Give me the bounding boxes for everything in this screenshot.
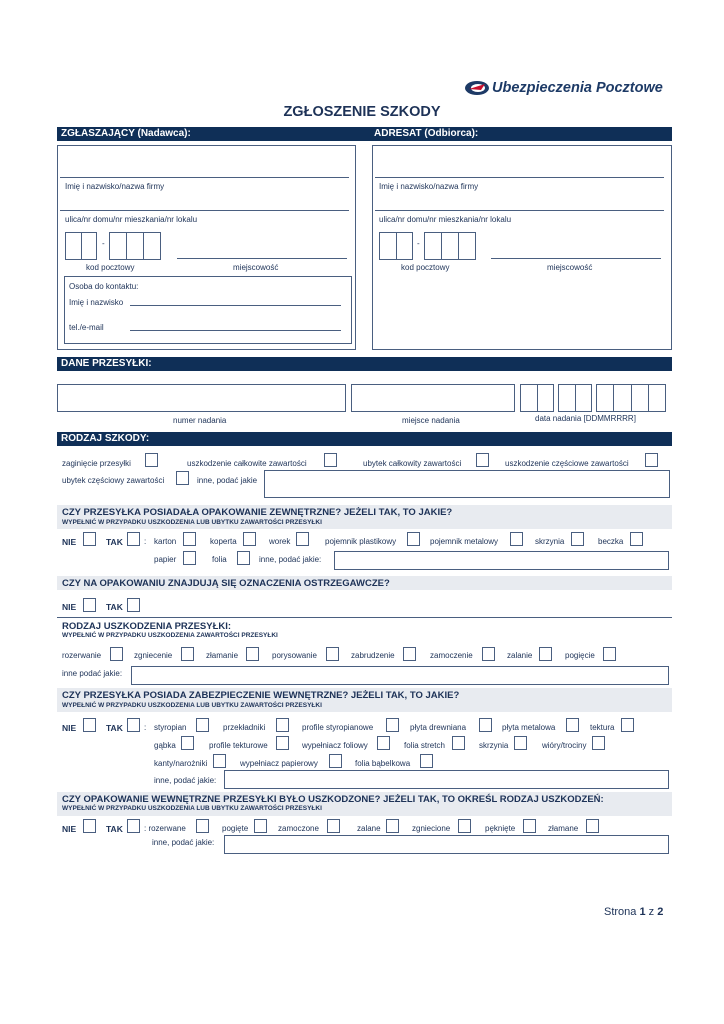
q5-opt-zlamane: złamane <box>548 824 579 833</box>
q4-plyta-drewniana-checkbox[interactable] <box>479 718 492 732</box>
q1-no-label: NIE <box>62 537 77 547</box>
q4-styropian-checkbox[interactable] <box>196 718 209 732</box>
q5-yes-checkbox[interactable] <box>127 819 140 833</box>
q1-opt-plastic: pojemnik plastikowy <box>325 537 397 546</box>
recipient-street-field[interactable] <box>375 210 664 211</box>
q4-opt-profile-tekt: profile tekturowe <box>209 741 268 750</box>
q3-opt-zamoczenie: zamoczenie <box>430 651 473 660</box>
q1-colon: : <box>144 537 147 546</box>
recipient-postal-label: kod pocztowy <box>401 263 450 272</box>
q5-opt-pekniete: pęknięte <box>485 824 516 833</box>
q5-subtitle: WYPEŁNIĆ W PRZYPADKU USZKODZENIA LUB UBYTKU ZAWARTOŚCI PRZESYŁKI <box>62 805 322 812</box>
q1-other-label: inne, podać jakie: <box>259 555 322 564</box>
q4-title: CZY PRZESYŁKA POSIADA ZABEZPIECZENIE WEWNĘTRZNE? JEŻELI TAK, TO JAKIE? <box>62 690 460 701</box>
q4-opt-folia-stretch: folia stretch <box>404 741 445 750</box>
q5-yes-label: TAK <box>106 824 123 834</box>
q4-tektura-checkbox[interactable] <box>621 718 634 732</box>
shipment-place-label: miejsce nadania <box>402 416 460 425</box>
q3-zabrudzenie-checkbox[interactable] <box>403 647 416 661</box>
q5-no-checkbox[interactable] <box>83 819 96 833</box>
sender-name-label: Imię i nazwisko/nazwa firmy <box>65 182 165 191</box>
q3-title: RODZAJ USZKODZENIA PRZESYŁKI: <box>62 621 232 632</box>
contact-name-field[interactable] <box>130 305 341 306</box>
recipient-postal-dash: - <box>417 239 420 248</box>
damage-total-loss-label: ubytek całkowity zawartości <box>363 459 462 468</box>
q1-plastic-checkbox[interactable] <box>407 532 420 546</box>
damage-partial-loss-checkbox[interactable] <box>176 471 189 485</box>
q5-no-label: NIE <box>62 824 77 834</box>
q1-folia-checkbox[interactable] <box>237 551 250 565</box>
q2-yes-label: TAK <box>106 602 123 612</box>
q4-wyp-papierowy-checkbox[interactable] <box>329 754 342 768</box>
q4-opt-wyp-foliowy: wypełniacz foliowy <box>302 741 368 750</box>
q4-profile-styro-checkbox[interactable] <box>386 718 399 732</box>
damage-other-label: inne, podać jakie <box>197 476 258 485</box>
shipment-header: DANE PRZESYŁKI: <box>57 357 672 371</box>
q1-yes-checkbox[interactable] <box>127 532 140 546</box>
damage-lost-checkbox[interactable] <box>145 453 158 467</box>
q3-zalanie-checkbox[interactable] <box>539 647 552 661</box>
page-word: Strona <box>604 906 637 918</box>
damage-other-input[interactable] <box>264 470 670 498</box>
q4-opt-plyta-drewniana: płyta drewniana <box>410 723 467 732</box>
q1-metal-checkbox[interactable] <box>510 532 523 546</box>
q4-opt-gabka: gąbka <box>154 741 176 750</box>
q1-title: CZY PRZESYŁKA POSIADAŁA OPAKOWANIE ZEWNĘTRZNE? JEŻELI TAK, TO JAKIE? <box>62 507 453 518</box>
q4-opt-skrzynia: skrzynia <box>479 741 509 750</box>
damage-total-contents-checkbox[interactable] <box>324 453 337 467</box>
q1-opt-beczka: beczka <box>598 537 624 546</box>
q1-subtitle: WYPEŁNIĆ W PRZYPADKU USZKODZENIA LUB UBYTKU ZAWARTOŚCI PRZESYŁKI <box>62 519 322 526</box>
q1-worek-checkbox[interactable] <box>296 532 309 546</box>
q5-zlamane-checkbox[interactable] <box>586 819 599 833</box>
q3-opt-zalanie: zalanie <box>507 651 533 660</box>
q1-opt-karton: karton <box>154 537 177 546</box>
brand-logo-icon <box>463 79 491 97</box>
q4-skrzynia-checkbox[interactable] <box>514 736 527 750</box>
q4-opt-kanty: kanty/narożniki <box>154 759 208 768</box>
q3-opt-rozerwanie: rozerwanie <box>62 651 102 660</box>
q4-folia-babelkowa-checkbox[interactable] <box>420 754 433 768</box>
q4-opt-przekladniki: przekładniki <box>223 723 266 732</box>
page-of-word: z <box>648 906 655 918</box>
q4-plyta-metalowa-checkbox[interactable] <box>566 718 579 732</box>
q4-przekladniki-checkbox[interactable] <box>276 718 289 732</box>
q3-zlamanie-checkbox[interactable] <box>246 647 259 661</box>
sender-city-label: miejscowość <box>233 263 279 272</box>
q4-yes-checkbox[interactable] <box>127 718 140 732</box>
q2-yes-checkbox[interactable] <box>127 598 140 612</box>
q5-zamoczone-checkbox[interactable] <box>327 819 340 833</box>
sender-postal-b[interactable] <box>109 232 161 260</box>
damage-partial-contents-label: uszkodzenie częściowe zawartości <box>505 459 629 468</box>
recipient-city-label: miejscowość <box>547 263 593 272</box>
q5-pekniete-checkbox[interactable] <box>523 819 536 833</box>
q4-other-label: inne, podać jakie: <box>154 776 217 785</box>
q2-no-checkbox[interactable] <box>83 598 96 612</box>
q4-subtitle: WYPEŁNIĆ W PRZYPADKU USZKODZENIA LUB UBYTKU ZAWARTOŚCI PRZESYŁKI <box>62 702 322 709</box>
q1-opt-worek: worek <box>269 537 291 546</box>
q5-opt-zamoczone: zamoczone <box>278 824 319 833</box>
sender-street-field[interactable] <box>60 210 349 211</box>
recipient-name-label: Imię i nazwisko/nazwa firmy <box>379 182 479 191</box>
q5-opt-zgniecione: zgniecione <box>412 824 451 833</box>
shipment-number-label: numer nadania <box>173 416 227 425</box>
q5-other-input[interactable] <box>224 835 669 854</box>
recipient-city-field[interactable] <box>491 258 661 259</box>
q1-opt-koperta: koperta <box>210 537 237 546</box>
q2-title: CZY NA OPAKOWANIU ZNAJDUJĄ SIĘ OZNACZENIA OSTRZEGAWCZE? <box>62 578 390 589</box>
shipment-place-input[interactable] <box>351 384 515 412</box>
sender-street-label: ulica/nr domu/nr mieszkania/nr lokalu <box>65 215 198 224</box>
q4-kanty-checkbox[interactable] <box>213 754 226 768</box>
q1-papier-checkbox[interactable] <box>183 551 196 565</box>
recipient-name-field[interactable] <box>375 177 664 178</box>
q4-gabka-checkbox[interactable] <box>181 736 194 750</box>
q5-opt-rozerwane: : rozerwane <box>144 824 186 833</box>
q4-no-checkbox[interactable] <box>83 718 96 732</box>
q5-pogiete-checkbox[interactable] <box>254 819 267 833</box>
q1-koperta-checkbox[interactable] <box>243 532 256 546</box>
sender-header: ZGŁASZAJĄCY (Nadawca): <box>61 128 191 139</box>
sender-city-field[interactable] <box>177 258 347 259</box>
q5-rozerwane-checkbox[interactable] <box>196 819 209 833</box>
brand-name: Ubezpieczenia Pocztowe <box>492 80 663 96</box>
q4-other-input[interactable] <box>224 770 669 789</box>
contact-tel-field[interactable] <box>130 330 341 331</box>
contact-title: Osoba do kontaktu: <box>69 282 139 291</box>
q3-porysowanie-checkbox[interactable] <box>326 647 339 661</box>
q4-colon: : <box>144 723 147 732</box>
q4-opt-profile-styro: profile styropianowe <box>302 723 374 732</box>
q3-zgniecenie-checkbox[interactable] <box>181 647 194 661</box>
q1-opt-skrzynia: skrzynia <box>535 537 565 546</box>
shipment-number-input[interactable] <box>57 384 346 412</box>
q3-other-label: inne podać jakie: <box>62 669 123 678</box>
q4-opt-styropian: styropian <box>154 723 187 732</box>
page-total: 2 <box>657 906 664 918</box>
q4-opt-tektura: tektura <box>590 723 615 732</box>
q1-opt-folia: folia <box>212 555 227 564</box>
q3-opt-porysowanie: porysowanie <box>272 651 317 660</box>
page-number <box>604 906 663 918</box>
recipient-postal-b[interactable] <box>424 232 476 260</box>
q4-opt-wiory: wióry/trociny <box>542 741 587 750</box>
sender-postal-label: kod pocztowy <box>86 263 135 272</box>
damage-total-loss-checkbox[interactable] <box>476 453 489 467</box>
q4-folia-stretch-checkbox[interactable] <box>452 736 465 750</box>
q1-yes-label: TAK <box>106 537 123 547</box>
q5-other-label: inne, podać jakie: <box>152 838 215 847</box>
q5-opt-pogiete: pogięte <box>222 824 249 833</box>
damage-partial-loss-label: ubytek częściowy zawartości <box>62 476 165 485</box>
q5-zalane-checkbox[interactable] <box>386 819 399 833</box>
q3-subtitle: WYPEŁNIĆ W PRZYPADKU USZKODZENIA ZAWARTOŚCI PRZESYŁKI <box>62 632 278 639</box>
recipient-header: ADRESAT (Odbiorca): <box>374 128 479 139</box>
q1-skrzynia-checkbox[interactable] <box>571 532 584 546</box>
q4-no-label: NIE <box>62 723 77 733</box>
q3-other-input[interactable] <box>131 666 669 685</box>
sender-postal-dash: - <box>102 239 105 248</box>
q4-wiory-checkbox[interactable] <box>592 736 605 750</box>
contact-tel-label: tel./e-mail <box>69 323 104 332</box>
page-current: 1 <box>639 906 646 918</box>
recipient-street-label: ulica/nr domu/nr mieszkania/nr lokalu <box>379 215 512 224</box>
q4-opt-plyta-metalowa: płyta metalowa <box>502 723 556 732</box>
q4-yes-label: TAK <box>106 723 123 733</box>
q4-profile-tekt-checkbox[interactable] <box>276 736 289 750</box>
shipment-date-label: data nadania [DDMMRRRR] <box>535 414 636 423</box>
q1-opt-papier: papier <box>154 555 177 564</box>
q1-no-checkbox[interactable] <box>83 532 96 546</box>
page-title: ZGŁOSZENIE SZKODY <box>283 104 441 120</box>
damage-partial-contents-checkbox[interactable] <box>645 453 658 467</box>
q4-opt-folia-babelkowa: folia bąbelkowa <box>355 759 411 768</box>
q3-pogiecie-checkbox[interactable] <box>603 647 616 661</box>
sender-name-field[interactable] <box>60 177 349 178</box>
damage-total-contents-label: uszkodzenie całkowite zawartości <box>187 459 307 468</box>
q2-no-label: NIE <box>62 602 77 612</box>
q5-opt-zalane: zalane <box>357 824 381 833</box>
q3-zamoczenie-checkbox[interactable] <box>482 647 495 661</box>
q1-beczka-checkbox[interactable] <box>630 532 643 546</box>
q1-other-input[interactable] <box>334 551 669 570</box>
q3-opt-pogiecie: pogięcie <box>565 651 595 660</box>
q5-title: CZY OPAKOWANIE WEWNĘTRZNE PRZESYŁKI BYŁO USZKODZONE? JEŻELI TAK, TO OKREŚL RODZAJ USZKODZEŃ: <box>62 794 604 805</box>
contact-name-label: Imię i nazwisko <box>69 298 124 307</box>
q3-rozerwanie-checkbox[interactable] <box>110 647 123 661</box>
damage-type-header: RODZAJ SZKODY: <box>57 432 672 446</box>
q3-opt-zabrudzenie: zabrudzenie <box>351 651 395 660</box>
q5-zgniecione-checkbox[interactable] <box>458 819 471 833</box>
q4-opt-wyp-papierowy: wypełniacz papierowy <box>240 759 318 768</box>
q4-wyp-foliowy-checkbox[interactable] <box>377 736 390 750</box>
q3-opt-zgniecenie: zgniecenie <box>134 651 173 660</box>
damage-lost-label: zaginięcie przesyłki <box>62 459 131 468</box>
q1-karton-checkbox[interactable] <box>183 532 196 546</box>
q3-opt-zlamanie: złamanie <box>206 651 239 660</box>
q1-opt-metal: pojemnik metalowy <box>430 537 499 546</box>
